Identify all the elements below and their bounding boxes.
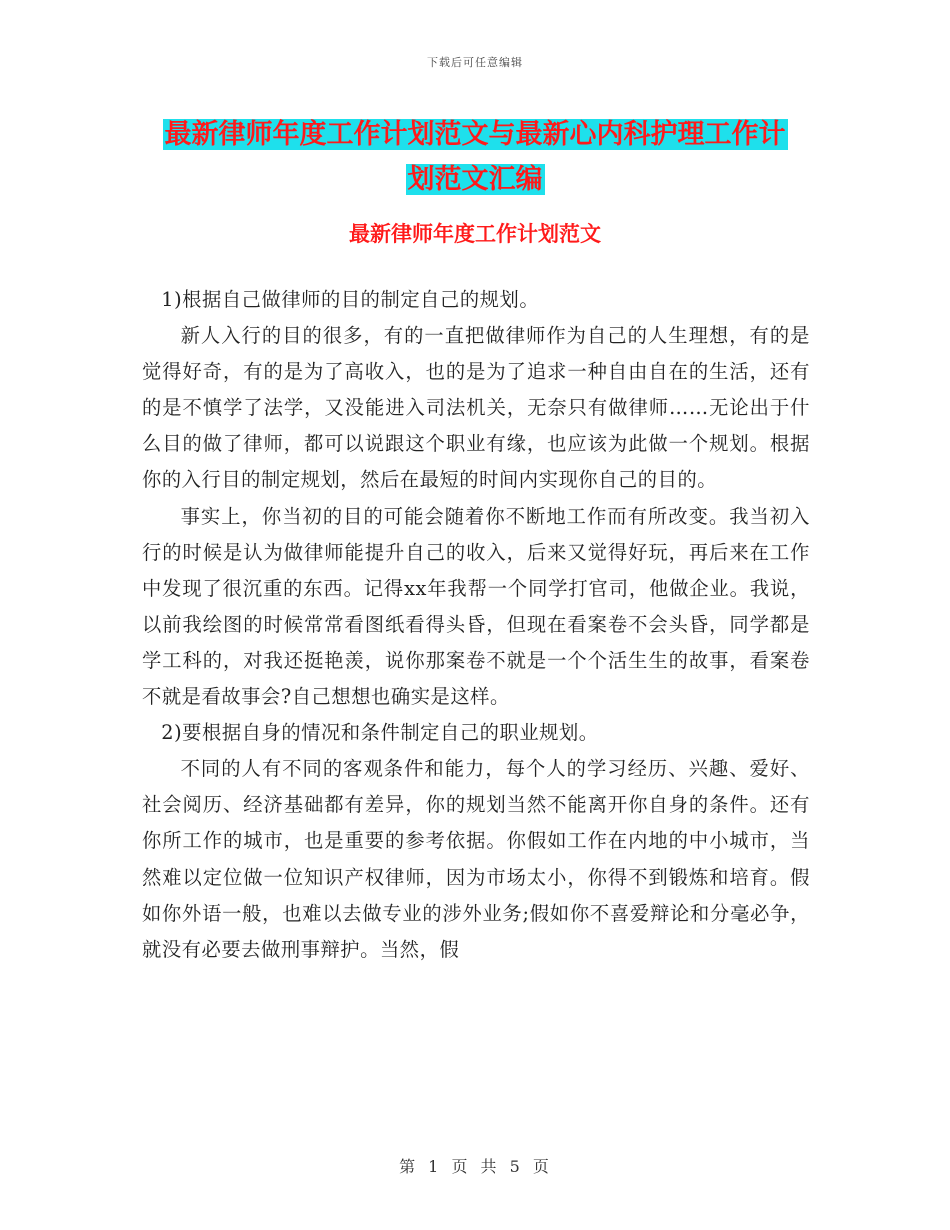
section-title: 最新律师年度工作计划范文 (349, 222, 601, 246)
paragraph-2: 新人入行的目的很多，有的一直把做律师作为自己的人生理想，有的是觉得好奇，有的是为了高收入，也的是为了追求一种自由自在的生活，还有的是不慎学了法学，又没能进入司法机关，无奈只有做律师……无论出于什么目的做了律师，都可以说跟这个职业有缘，也应该为此做一个规划。根据你的入行目的制定规划，然后在最短的时间内实现你自己的目的。 (142, 324, 810, 492)
paragraph-5: 不同的人有不同的客观条件和能力，每个人的学习经历、兴趣、爱好、社会阅历、经济基础都有差异，你的规划当然不能离开你自身的条件。还有你所工作的城市，也是重要的参考依据。你假如工作在内地的中小城市，当然难以定位做一位知识产权律师，因为市场太小，你得不到锻炼和培育。假如你外语一般，也难以去做专业的涉外业务;假如你不喜爱辩论和分毫必争，就没有必要去做刑事辩护。当然，假 (142, 757, 810, 961)
paragraph-1: 1)根据自己做律师的目的制定自己的规划。 (161, 288, 540, 311)
paragraph-3: 事实上，你当初的目的可能会随着你不断地工作而有所改变。我当初入行的时候是认为做律师能提升自己的收入，后来又觉得好玩，再后来在工作中发现了很沉重的东西。记得xx年我帮一个同学打官司，他做企业。我说，以前我绘图的时候常常看图纸看得头昏，但现在看案卷不会头昏，同学都是学工科的，对我还挺艳羡，说你那案卷不就是一个个活生生的故事，看案卷不就是看故事会?自己想想也确实是这样。 (142, 504, 810, 709)
document-title (120, 112, 830, 202)
page-number-footer: 第 1 页 共 5 页 (399, 1157, 551, 1176)
document-title-line-1: 最新律师年度工作计划范文与最新心内科护理工作计 (164, 119, 786, 150)
paragraph-4: 2)要根据自身的情况和条件制定自己的职业规划。 (161, 721, 599, 745)
document-body (142, 282, 810, 968)
document-title-line-2: 划范文汇编 (407, 164, 543, 195)
page-header-note: 下载后可任意编辑 (427, 56, 523, 69)
